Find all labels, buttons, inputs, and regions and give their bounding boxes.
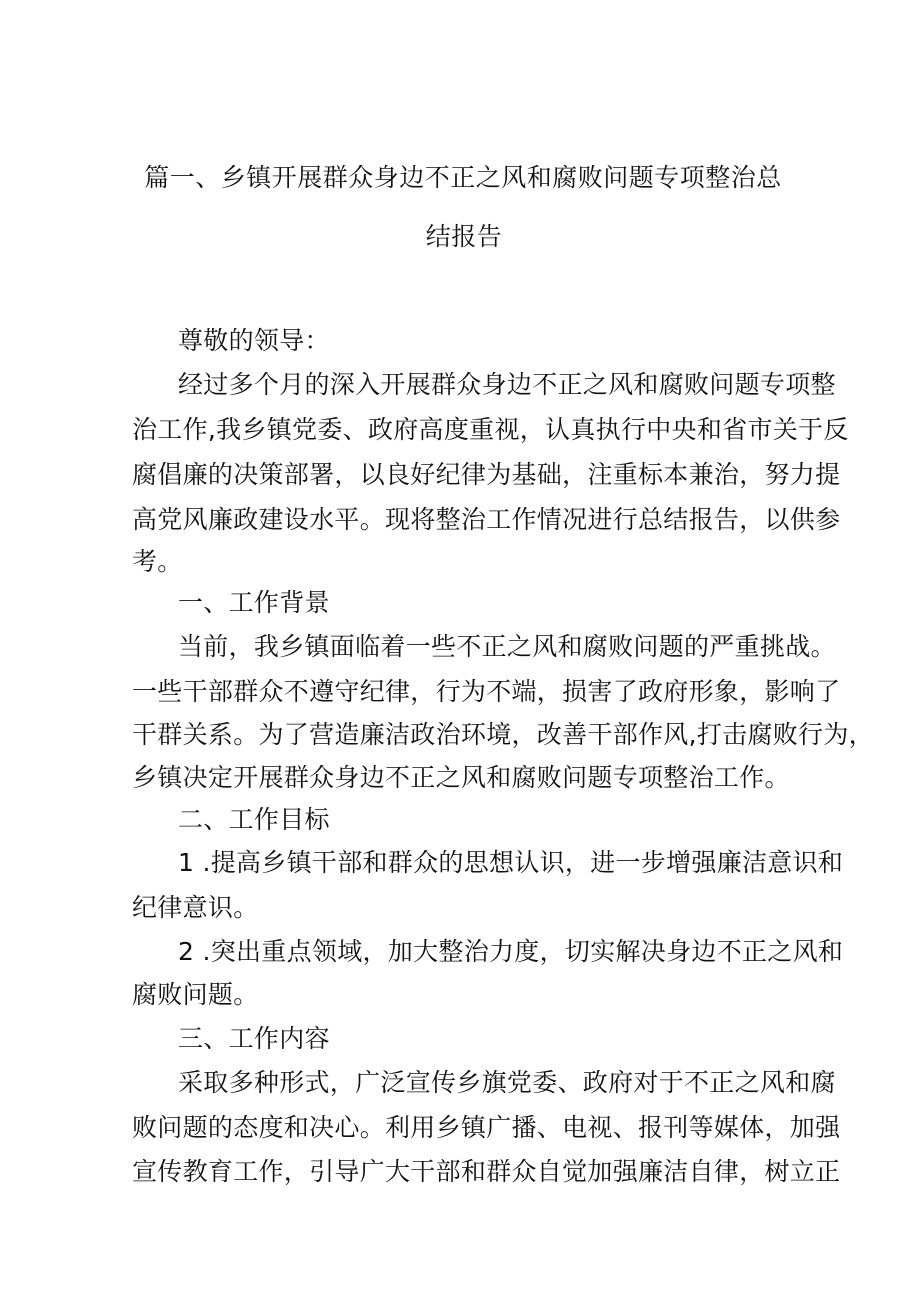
body-line: 宣传教育工作，引导广大干部和群众自觉加强廉洁自律，树立正 bbox=[132, 1157, 841, 1186]
body-line: 考。 bbox=[132, 547, 183, 576]
document-title-line-2: 结报告 bbox=[425, 222, 503, 251]
body-line: 腐败问题。 bbox=[132, 980, 259, 1009]
section-heading: 一、工作背景 bbox=[178, 588, 330, 617]
body-line: 腐倡廉的决策部署，以良好纪律为基础，注重标本兼治，努力提 bbox=[132, 460, 841, 489]
body-line: 干群关系。为了营造廉洁政治环境，改善干部作风,打击腐败行为， bbox=[132, 720, 874, 749]
body-line: 纪律意识。 bbox=[132, 893, 259, 922]
section-heading: 二、工作目标 bbox=[178, 805, 330, 834]
body-line: 采取多种形式，广泛宣传乡旗党委、政府对于不正之风和腐 bbox=[178, 1068, 836, 1097]
body-line: 2 .突出重点领域，加大整治力度，切实解决身边不正之风和 bbox=[178, 937, 844, 966]
body-line: 一些干部群众不遵守纪律，行为不端，损害了政府形象，影响了 bbox=[132, 677, 841, 706]
section-heading: 三、工作内容 bbox=[178, 1024, 330, 1053]
salutation: 尊敬的领导： bbox=[178, 326, 330, 355]
body-line: 治工作,我乡镇党委、政府高度重视，认真执行中央和省市关于反 bbox=[132, 415, 849, 444]
body-line: 当前，我乡镇面临着一些不正之风和腐败问题的严重挑战。 bbox=[178, 632, 836, 661]
body-line: 经过多个月的深入开展群众身边不正之风和腐败问题专项整 bbox=[178, 370, 836, 399]
body-line: 乡镇决定开展群众身边不正之风和腐败问题专项整治工作。 bbox=[132, 763, 790, 792]
body-line: 败问题的态度和决心。利用乡镇广播、电视、报刊等媒体，加强 bbox=[132, 1113, 841, 1142]
body-line: 1 .提高乡镇干部和群众的思想认识，进一步增强廉洁意识和 bbox=[178, 848, 844, 877]
body-line: 高党风廉政建设水平。现将整治工作情况进行总结报告，以供参 bbox=[132, 505, 841, 534]
document-title-line-1: 篇一、乡镇开展群众身边不正之风和腐败问题专项整治总 bbox=[144, 163, 782, 192]
